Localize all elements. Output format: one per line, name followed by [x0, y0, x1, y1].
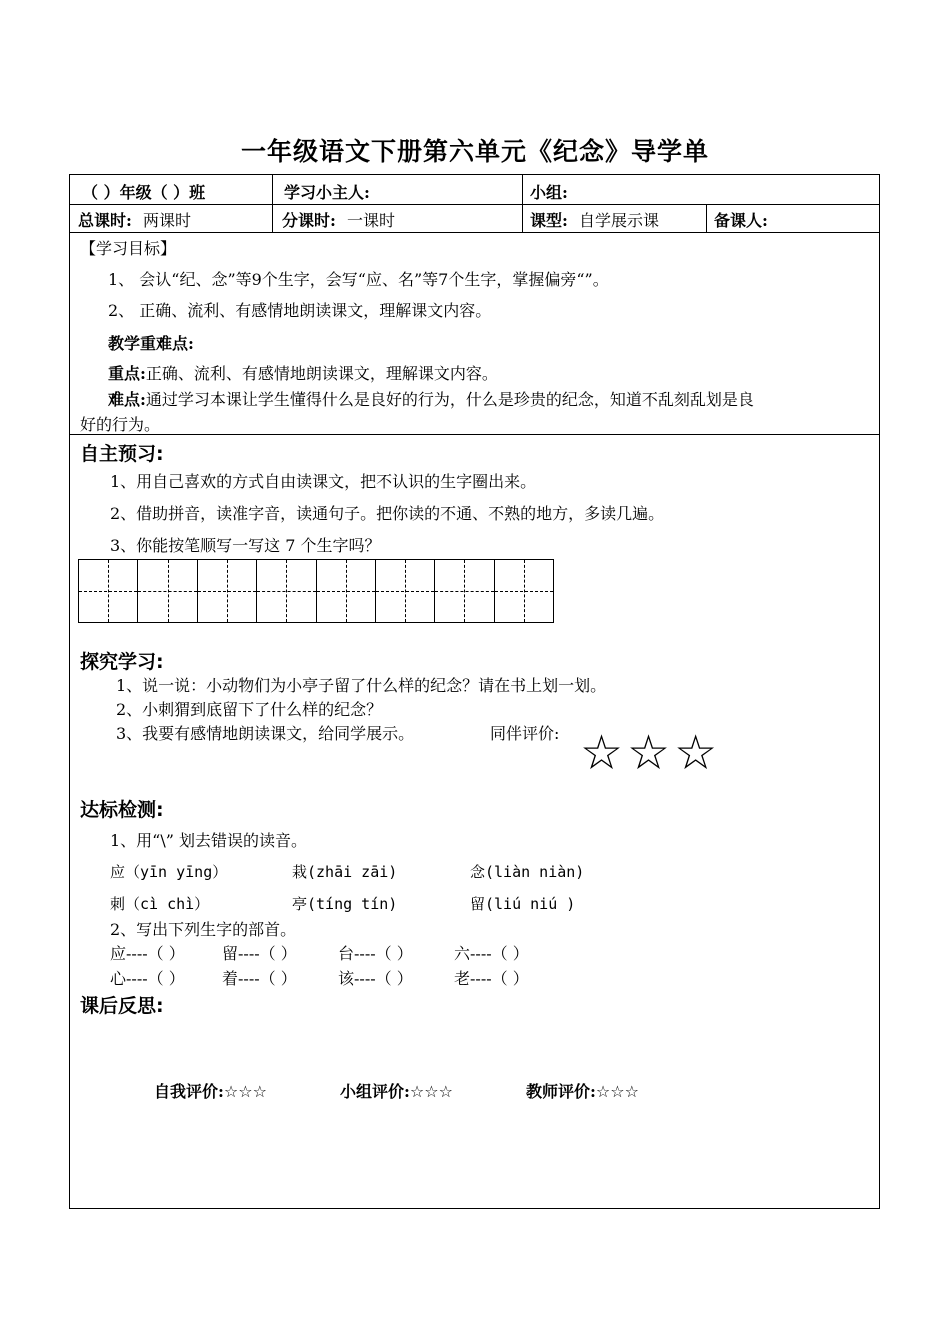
- radical-question: 该----（ ）: [338, 969, 413, 988]
- key-point-text: 正确、流利、有感情地朗读课文，理解课文内容。: [145, 364, 498, 383]
- group-review-label: 小组评价:: [340, 1082, 410, 1101]
- divider: [70, 232, 879, 233]
- writing-cell[interactable]: [495, 560, 553, 622]
- worksheet-table: [69, 174, 880, 1209]
- peer-review-stars[interactable]: ☆☆☆: [580, 725, 722, 781]
- pinyin-choice: 栽(zhāi zāi): [292, 863, 398, 881]
- total-hours-value: 两课时: [143, 211, 192, 230]
- teacher-review: [526, 1079, 639, 1102]
- preview-header: 自主预习:: [80, 443, 164, 465]
- divider: [70, 434, 879, 435]
- key-point-label: 重点:: [108, 364, 146, 383]
- class-field: （ ）年级（ ）班: [82, 183, 206, 202]
- lesson-type-value: 自学展示课: [579, 211, 660, 230]
- explore-header: 探究学习:: [80, 651, 164, 673]
- explore-item: 1、说一说：小动物们为小亭子留了什么样的纪念？请在书上划一划。: [116, 676, 607, 695]
- part-hours: [282, 208, 395, 231]
- hard-point-text: 通过学习本课让学生懂得什么是良好的行为，什么是珍贵的纪念，知道不乱刻乱划是良: [145, 390, 754, 409]
- group-field: 小组:: [530, 183, 568, 202]
- pinyin-row: [470, 893, 575, 914]
- test-item: 2、写出下列生字的部首。: [110, 920, 297, 939]
- divider: [706, 204, 707, 232]
- goal-item: 1、 会认“纪、念”等9个生字，会写“应、名”等7个生字，掌握偏旁“”。: [108, 270, 609, 289]
- group-review-stars[interactable]: ☆☆☆: [409, 1082, 453, 1101]
- writing-cell[interactable]: [317, 560, 376, 622]
- pinyin-row: [470, 861, 584, 882]
- radical-question: 老----（ ）: [454, 969, 529, 988]
- writing-cell[interactable]: [376, 560, 435, 622]
- self-review-label: 自我评价:: [154, 1082, 224, 1101]
- pinyin-row: [110, 893, 209, 914]
- teacher-review-stars[interactable]: ☆☆☆: [595, 1082, 639, 1101]
- pinyin-choice: 刺（cì chì）: [110, 895, 210, 913]
- teacher-review-label: 教师评价:: [526, 1082, 596, 1101]
- total-hours-label: 总课时:: [78, 211, 132, 230]
- writing-cell[interactable]: [257, 560, 316, 622]
- lesson-type-label: 课型:: [530, 211, 568, 230]
- radical-question: 六----（ ）: [454, 944, 529, 963]
- hard-point: [108, 387, 754, 410]
- pinyin-row: [292, 861, 397, 882]
- hard-point-label: 难点:: [108, 390, 146, 409]
- lesson-type: [530, 208, 659, 231]
- preview-item: 2、借助拼音，读准字音，读通句子。把你读的不通、不熟的地方，多读几遍。: [110, 504, 665, 523]
- writing-cell[interactable]: [79, 560, 138, 622]
- reflection-header: 课后反思:: [80, 995, 164, 1017]
- peer-review-label: 同伴评价:: [490, 724, 560, 743]
- preparer-field: 备课人:: [714, 211, 768, 230]
- explore-item: 3、我要有感情地朗读课文，给同学展示。: [116, 724, 415, 743]
- page-title: 一年级语文下册第六单元《纪念》导学单: [240, 137, 709, 166]
- host-field: 学习小主人:: [284, 183, 370, 202]
- self-review: [154, 1079, 267, 1102]
- pinyin-choice: 亭(tíng tín): [292, 895, 398, 913]
- writing-cell[interactable]: [435, 560, 494, 622]
- key-point: [108, 361, 498, 384]
- part-hours-value: 一课时: [347, 211, 396, 230]
- group-review: [340, 1079, 453, 1102]
- radical-question: 着----（ ）: [222, 969, 297, 988]
- test-header: 达标检测:: [80, 799, 164, 821]
- radical-question: 心----（ ）: [110, 969, 185, 988]
- part-hours-label: 分课时:: [282, 211, 336, 230]
- writing-cell[interactable]: [138, 560, 197, 622]
- preview-item: 3、你能按笔顺写一写这 7 个生字吗？: [110, 536, 381, 555]
- goals-header: 【学习目标】: [80, 239, 177, 258]
- key-points-title: 教学重难点:: [108, 334, 194, 353]
- pinyin-choice: 留(liú niú ): [470, 895, 576, 913]
- goal-item: 2、 正确、流利、有感情地朗读课文，理解课文内容。: [108, 301, 492, 320]
- test-item: 1、用“\” 划去错误的读音。: [110, 831, 308, 850]
- preview-item: 1、用自己喜欢的方式自由读课文，把不认识的生字圈出来。: [110, 472, 537, 491]
- pinyin-row: [292, 893, 397, 914]
- radical-question: 留----（ ）: [222, 944, 297, 963]
- divider: [70, 204, 879, 205]
- radical-question: 应----（ ）: [110, 944, 185, 963]
- divider: [272, 175, 273, 232]
- hard-point-continued: 好的行为。: [80, 415, 161, 434]
- self-review-stars[interactable]: ☆☆☆: [223, 1082, 267, 1101]
- divider: [522, 175, 523, 232]
- pinyin-choice: 应（yīn yīng）: [110, 863, 228, 881]
- pinyin-choice: 念(liàn niàn): [470, 863, 585, 881]
- writing-cell[interactable]: [198, 560, 257, 622]
- total-hours: [78, 208, 191, 231]
- radical-question: 台----（ ）: [338, 944, 413, 963]
- explore-item: 2、小刺猬到底留下了什么样的纪念？: [116, 700, 383, 719]
- writing-grid: [78, 559, 554, 623]
- pinyin-row: [110, 861, 227, 882]
